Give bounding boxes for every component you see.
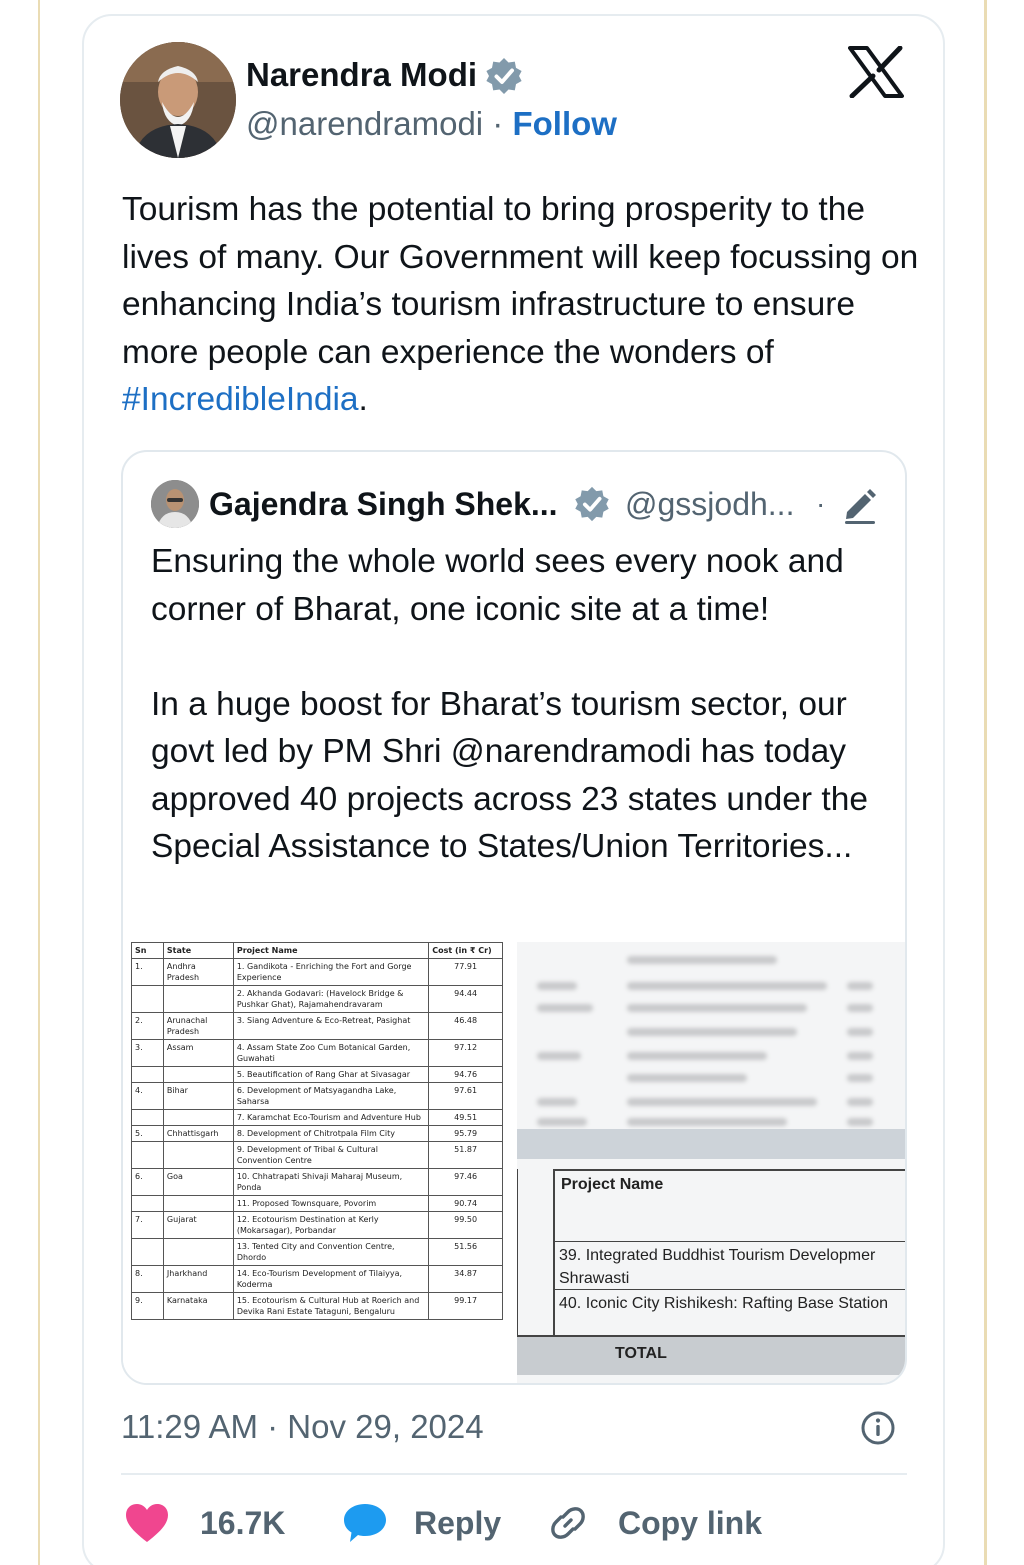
divider xyxy=(121,1473,907,1475)
cell-state xyxy=(163,1239,233,1266)
cell-cost: 51.87 xyxy=(429,1142,503,1169)
table-row xyxy=(132,1083,503,1110)
cell-state: Jharkhand xyxy=(163,1266,233,1293)
quoted-author-name: Gajendra Singh Shek... xyxy=(209,486,558,522)
cell-cost: 51.56 xyxy=(429,1239,503,1266)
cell-state xyxy=(163,1196,233,1212)
blurred-text xyxy=(847,1004,873,1012)
table-left-rule xyxy=(517,1169,518,1335)
cell-cost: 94.44 xyxy=(429,986,503,1013)
blurred-text xyxy=(847,982,873,990)
cell-state: Gujarat xyxy=(163,1212,233,1239)
cell-state xyxy=(163,1067,233,1083)
cell-cost: 99.17 xyxy=(429,1293,503,1320)
blurred-text xyxy=(847,1118,873,1126)
author-name[interactable]: Narendra Modi xyxy=(246,56,478,93)
right-table-row-40: 40. Iconic City Rishikesh: Rafting Base Station xyxy=(553,1289,907,1335)
blurred-text xyxy=(627,1074,747,1082)
blurred-text xyxy=(847,1074,873,1082)
table-row xyxy=(132,1266,503,1293)
cell-project: 12. Ecotourism Destination at Kerly (Mokarsagar), Porbandar xyxy=(233,1212,428,1239)
cell-project: 13. Tented City and Convention Centre, Dhordo xyxy=(233,1239,428,1266)
cell-cost: 95.79 xyxy=(429,1126,503,1142)
tweet-text xyxy=(122,186,922,424)
right-header-label: Project Name xyxy=(561,1176,664,1193)
table-row xyxy=(132,1126,503,1142)
speech-bubble-icon xyxy=(342,1502,388,1544)
cell-state: Karnataka xyxy=(163,1293,233,1320)
reply-label: Reply xyxy=(414,1505,502,1541)
media-image-project-table[interactable] xyxy=(123,942,511,1385)
blurred-text xyxy=(537,1098,577,1106)
header-cost: Cost (in ₹ Cr) xyxy=(429,943,503,959)
cell-project: 1. Gandikota - Enriching the Fort and Gorge Experience xyxy=(233,959,428,986)
cell-state: Arunachal Pradesh xyxy=(163,1013,233,1040)
cell-project: 9. Development of Tribal & Cultural Convention Centre xyxy=(233,1142,428,1169)
blurred-text xyxy=(847,1098,873,1106)
cell-project: 5. Beautification of Rang Ghar at Sivasagar xyxy=(233,1067,428,1083)
cell-sn xyxy=(132,986,164,1013)
table-row xyxy=(132,959,503,986)
total-label: TOTAL xyxy=(615,1345,667,1362)
cell-sn: 7. xyxy=(132,1212,164,1239)
blurred-text xyxy=(627,1028,797,1036)
cell-cost: 77.91 xyxy=(429,959,503,986)
cell-project: 14. Eco-Tourism Development of Tilaiyya, Koderma xyxy=(233,1266,428,1293)
right-table-header xyxy=(553,1169,907,1241)
author-handle[interactable]: @narendramodi xyxy=(246,105,484,142)
cell-state xyxy=(163,1110,233,1126)
cell-sn xyxy=(132,1196,164,1212)
table-header-row xyxy=(132,943,503,959)
cell-state xyxy=(163,986,233,1013)
cell-state: Andhra Pradesh xyxy=(163,959,233,986)
blurred-text xyxy=(627,1004,807,1012)
right-table-row-39: 39. Integrated Buddhist Tourism Developmer Shrawasti xyxy=(553,1241,907,1289)
reply-button[interactable] xyxy=(342,1500,501,1546)
hashtag-link[interactable]: #IncredibleIndia xyxy=(122,381,359,418)
cell-sn: 8. xyxy=(132,1266,164,1293)
tweet-text-end: . xyxy=(358,381,368,418)
cell-cost: 46.48 xyxy=(429,1013,503,1040)
table-row xyxy=(132,1196,503,1212)
header-project: Project Name xyxy=(233,943,428,959)
cell-state: Goa xyxy=(163,1169,233,1196)
blurred-text xyxy=(627,982,827,990)
cell-sn: 4. xyxy=(132,1083,164,1110)
header-sn: Sn xyxy=(132,943,164,959)
heart-icon xyxy=(124,1502,170,1544)
cell-sn xyxy=(132,1239,164,1266)
cell-project: 15. Ecotourism & Cultural Hub at Roerich and Devika Rani Estate Tataguni, Bengaluru xyxy=(233,1293,428,1320)
blurred-text xyxy=(847,1052,873,1060)
project-cost-table xyxy=(131,942,503,1320)
table-row xyxy=(132,1110,503,1126)
cell-project: 10. Chhatrapati Shivaji Maharaj Museum, Ponda xyxy=(233,1169,428,1196)
cell-cost: 49.51 xyxy=(429,1110,503,1126)
right-table-total-row xyxy=(517,1335,907,1375)
cell-project: 2. Akhanda Godavari: (Havelock Bridge & Pushkar Ghat), Rajamahendravaram xyxy=(233,986,428,1013)
table-row xyxy=(132,986,503,1013)
cell-state: Bihar xyxy=(163,1083,233,1110)
blurred-text xyxy=(627,956,777,964)
table-row xyxy=(132,1239,503,1266)
table-row xyxy=(132,1212,503,1239)
tweet-timestamp[interactable]: 11:29 AM · Nov 29, 2024 xyxy=(121,1408,484,1445)
copy-link-button[interactable] xyxy=(546,1500,762,1546)
cell-cost: 97.61 xyxy=(429,1083,503,1110)
tweet-text-body: Tourism has the potential to bring prosperity to the lives of many. Our Government will keep focussing on enhancing India’s tourism infrastructure to ensure more people can experience the wonders of xyxy=(122,191,919,371)
cell-cost: 97.12 xyxy=(429,1040,503,1067)
cell-project: 7. Karamchat Eco-Tourism and Adventure Hub xyxy=(233,1110,428,1126)
cell-cost: 90.74 xyxy=(429,1196,503,1212)
cell-sn xyxy=(132,1110,164,1126)
cell-state xyxy=(163,1142,233,1169)
x-logo-icon[interactable] xyxy=(848,46,904,98)
author-handle-row xyxy=(246,104,617,144)
cell-cost: 34.87 xyxy=(429,1266,503,1293)
follow-button[interactable]: Follow xyxy=(512,105,617,142)
table-row xyxy=(132,1142,503,1169)
separator-dot: · xyxy=(492,105,504,142)
cell-sn xyxy=(132,1142,164,1169)
quoted-verified-badge-icon xyxy=(573,485,611,523)
blurred-text xyxy=(847,1028,873,1036)
blurred-text xyxy=(627,1098,817,1106)
edit-icon xyxy=(841,484,877,524)
table-row xyxy=(132,1013,503,1040)
quoted-author-handle: @gssjodh... xyxy=(625,486,795,522)
table-row xyxy=(132,1169,503,1196)
media-image-project-list[interactable] xyxy=(517,942,907,1385)
cell-project: 3. Siang Adventure & Eco-Retreat, Pasighat xyxy=(233,1013,428,1040)
blurred-text xyxy=(537,1052,581,1060)
cell-project: 4. Assam State Zoo Cum Botanical Garden, Guwahati xyxy=(233,1040,428,1067)
quoted-tweet[interactable] xyxy=(121,450,907,1385)
header-state: State xyxy=(163,943,233,959)
cell-sn: 5. xyxy=(132,1126,164,1142)
table-body xyxy=(132,959,503,1320)
cell-sn: 2. xyxy=(132,1013,164,1040)
blurred-text xyxy=(627,1118,787,1126)
cell-sn: 1. xyxy=(132,959,164,986)
cell-cost: 94.76 xyxy=(429,1067,503,1083)
cell-project: 6. Development of Matsyagandha Lake, Saharsa xyxy=(233,1083,428,1110)
cell-project: 8. Development of Chitrotpala Film City xyxy=(233,1126,428,1142)
cell-sn xyxy=(132,1067,164,1083)
quoted-author-avatar xyxy=(151,480,199,528)
page-edge-left xyxy=(38,0,40,1565)
page-edge-right xyxy=(984,0,987,1565)
quoted-tweet-text: Ensuring the whole world sees every nook and corner of Bharat, one iconic site at a time! In a huge boost for Bharat’s tourism sector, our govt led by PM Shri @narendramodi has today approved 40 projects across 23 states under the Special Assistance to States/Union Territories... xyxy=(151,543,868,865)
blurred-text xyxy=(627,1052,767,1060)
copy-link-label: Copy link xyxy=(618,1505,763,1541)
table-row xyxy=(132,1067,503,1083)
cell-cost: 99.50 xyxy=(429,1212,503,1239)
info-icon[interactable] xyxy=(860,1410,896,1446)
table-row xyxy=(132,1293,503,1320)
verified-badge-icon xyxy=(484,56,524,96)
like-button[interactable] xyxy=(124,1500,285,1546)
blurred-text xyxy=(537,1004,593,1012)
cell-cost: 97.46 xyxy=(429,1169,503,1196)
cell-project: 11. Proposed Townsquare, Povorim xyxy=(233,1196,428,1212)
cell-state: Assam xyxy=(163,1040,233,1067)
blurred-text xyxy=(537,1118,587,1126)
cell-sn: 3. xyxy=(132,1040,164,1067)
cell-sn: 9. xyxy=(132,1293,164,1320)
quoted-separator-dot: · xyxy=(816,488,826,519)
table-row xyxy=(132,1040,503,1067)
link-icon xyxy=(546,1501,590,1545)
cell-sn: 6. xyxy=(132,1169,164,1196)
author-avatar[interactable] xyxy=(120,42,236,158)
table-band xyxy=(517,1129,907,1159)
like-count: 16.7K xyxy=(200,1505,286,1541)
cell-state: Chhattisgarh xyxy=(163,1126,233,1142)
blurred-text xyxy=(537,982,577,990)
